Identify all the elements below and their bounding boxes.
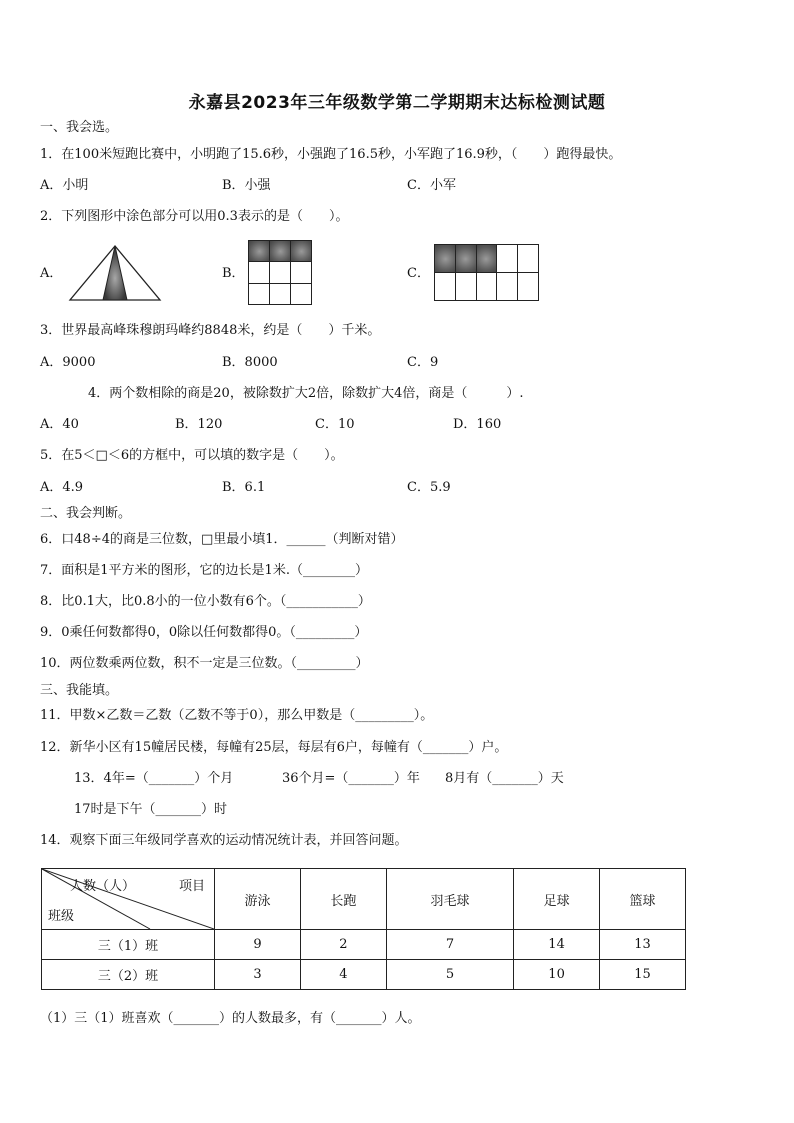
question-14: 14．观察下面三年级同学喜欢的运动情况统计表，并回答问题。 (40, 833, 408, 848)
q3-option-c: C．9 (407, 355, 439, 370)
q1-option-b: B．小强 (222, 178, 271, 193)
q1-option-a: A．小明 (40, 178, 89, 193)
question-5: 5．在5＜□＜6的方框中，可以填的数字是（ ）。 (40, 448, 344, 463)
q3-option-b: B．8000 (222, 355, 278, 370)
column-header: 游泳 (215, 869, 301, 930)
table-row (42, 960, 686, 990)
question-6: 6．口48÷4的商是三位数，□里最小填1．______（判断对错） (40, 532, 404, 547)
question-11: 11．甲数×乙数＝乙数（乙数不等于0），那么甲数是（_________）。 (40, 708, 434, 723)
question-2: 2．下列图形中涂色部分可以用0.3表示的是（ ）。 (40, 209, 349, 224)
question-8: 8．比0.1大，比0.8小的一位小数有6个。（___________） (40, 594, 371, 609)
table-cell: 9 (215, 930, 301, 960)
question-3: 3．世界最高峰珠穆朗玛峰约8848米，约是（ ）千米。 (40, 323, 381, 338)
row-label: 三（1）班 (42, 930, 215, 960)
question-13-part-3: 8月有（_______）天 (445, 771, 564, 786)
q5-option-a: A．4.9 (40, 480, 84, 495)
table-cell: 7 (386, 930, 513, 960)
q3-option-a: A．9000 (40, 355, 96, 370)
question-7: 7．面积是1平方米的图形，它的边长是1米.（________） (40, 563, 368, 578)
grid-figure-c (434, 244, 539, 301)
table-cell: 10 (514, 960, 600, 990)
column-header: 足球 (514, 869, 600, 930)
table-cell: 14 (514, 930, 600, 960)
question-13-part-4: 17时是下午（_______）时 (74, 802, 228, 817)
question-13-part-1: 13．4年=（_______）个月 (74, 771, 234, 786)
table-cell: 15 (600, 960, 686, 990)
question-10: 10．两位数乘两位数，积不一定是三位数。（_________） (40, 656, 369, 671)
column-header: 长跑 (300, 869, 386, 930)
corner-label-count: 人数（人） (70, 879, 136, 894)
q2-option-a: A． (40, 266, 63, 281)
row-label: 三（2）班 (42, 960, 215, 990)
q5-option-c: C．5.9 (407, 480, 451, 495)
q2-option-b: B． (222, 266, 245, 281)
section-heading-2: 二、我会判断。 (40, 506, 132, 521)
table-cell: 3 (215, 960, 301, 990)
table-corner-header (42, 869, 215, 930)
grid-figure-b (248, 240, 312, 305)
table-cell: 13 (600, 930, 686, 960)
question-4: 4．两个数相除的商是20，被除数扩大2倍，除数扩大4倍，商是（ ）. (88, 386, 524, 401)
section-heading-3: 三、我能填。 (40, 683, 119, 698)
q2-option-c: C． (407, 266, 430, 281)
question-12: 12．新华小区有15幢居民楼，每幢有25层，每层有6户，每幢有（_______）户。 (40, 740, 508, 755)
page-title: 永嘉县2023年三年级数学第二学期期末达标检测试题 (188, 93, 606, 113)
q4-option-b: B．120 (175, 417, 223, 432)
triangle-figure (68, 244, 162, 302)
section-heading-1: 一、我会选。 (40, 120, 119, 135)
table-cell: 2 (300, 930, 386, 960)
table-cell: 5 (386, 960, 513, 990)
question-14-sub-1: （1）三（1）班喜欢（_______）的人数最多，有（_______）人。 (40, 1011, 421, 1026)
q4-option-a: A．40 (40, 417, 79, 432)
question-9: 9．0乘任何数都得0，0除以任何数都得0。（_________） (40, 625, 368, 640)
q4-option-d: D．160 (453, 417, 502, 432)
q5-option-b: B．6.1 (222, 480, 266, 495)
table-row (42, 930, 686, 960)
corner-label-item: 项目 (179, 879, 206, 894)
corner-label-class: 班级 (48, 909, 75, 924)
question-13-part-2: 36个月=（_______）年 (282, 771, 420, 786)
column-header: 羽毛球 (386, 869, 513, 930)
q4-option-c: C．10 (315, 417, 355, 432)
sports-statistics-table (41, 868, 686, 990)
q1-option-c: C．小军 (407, 178, 456, 193)
question-1: 1．在100米短跑比赛中，小明跑了15.6秒，小强跑了16.5秒，小军跑了16.9秒，（ ）跑得最快。 (40, 147, 622, 162)
table-cell: 4 (300, 960, 386, 990)
column-header: 篮球 (600, 869, 686, 930)
